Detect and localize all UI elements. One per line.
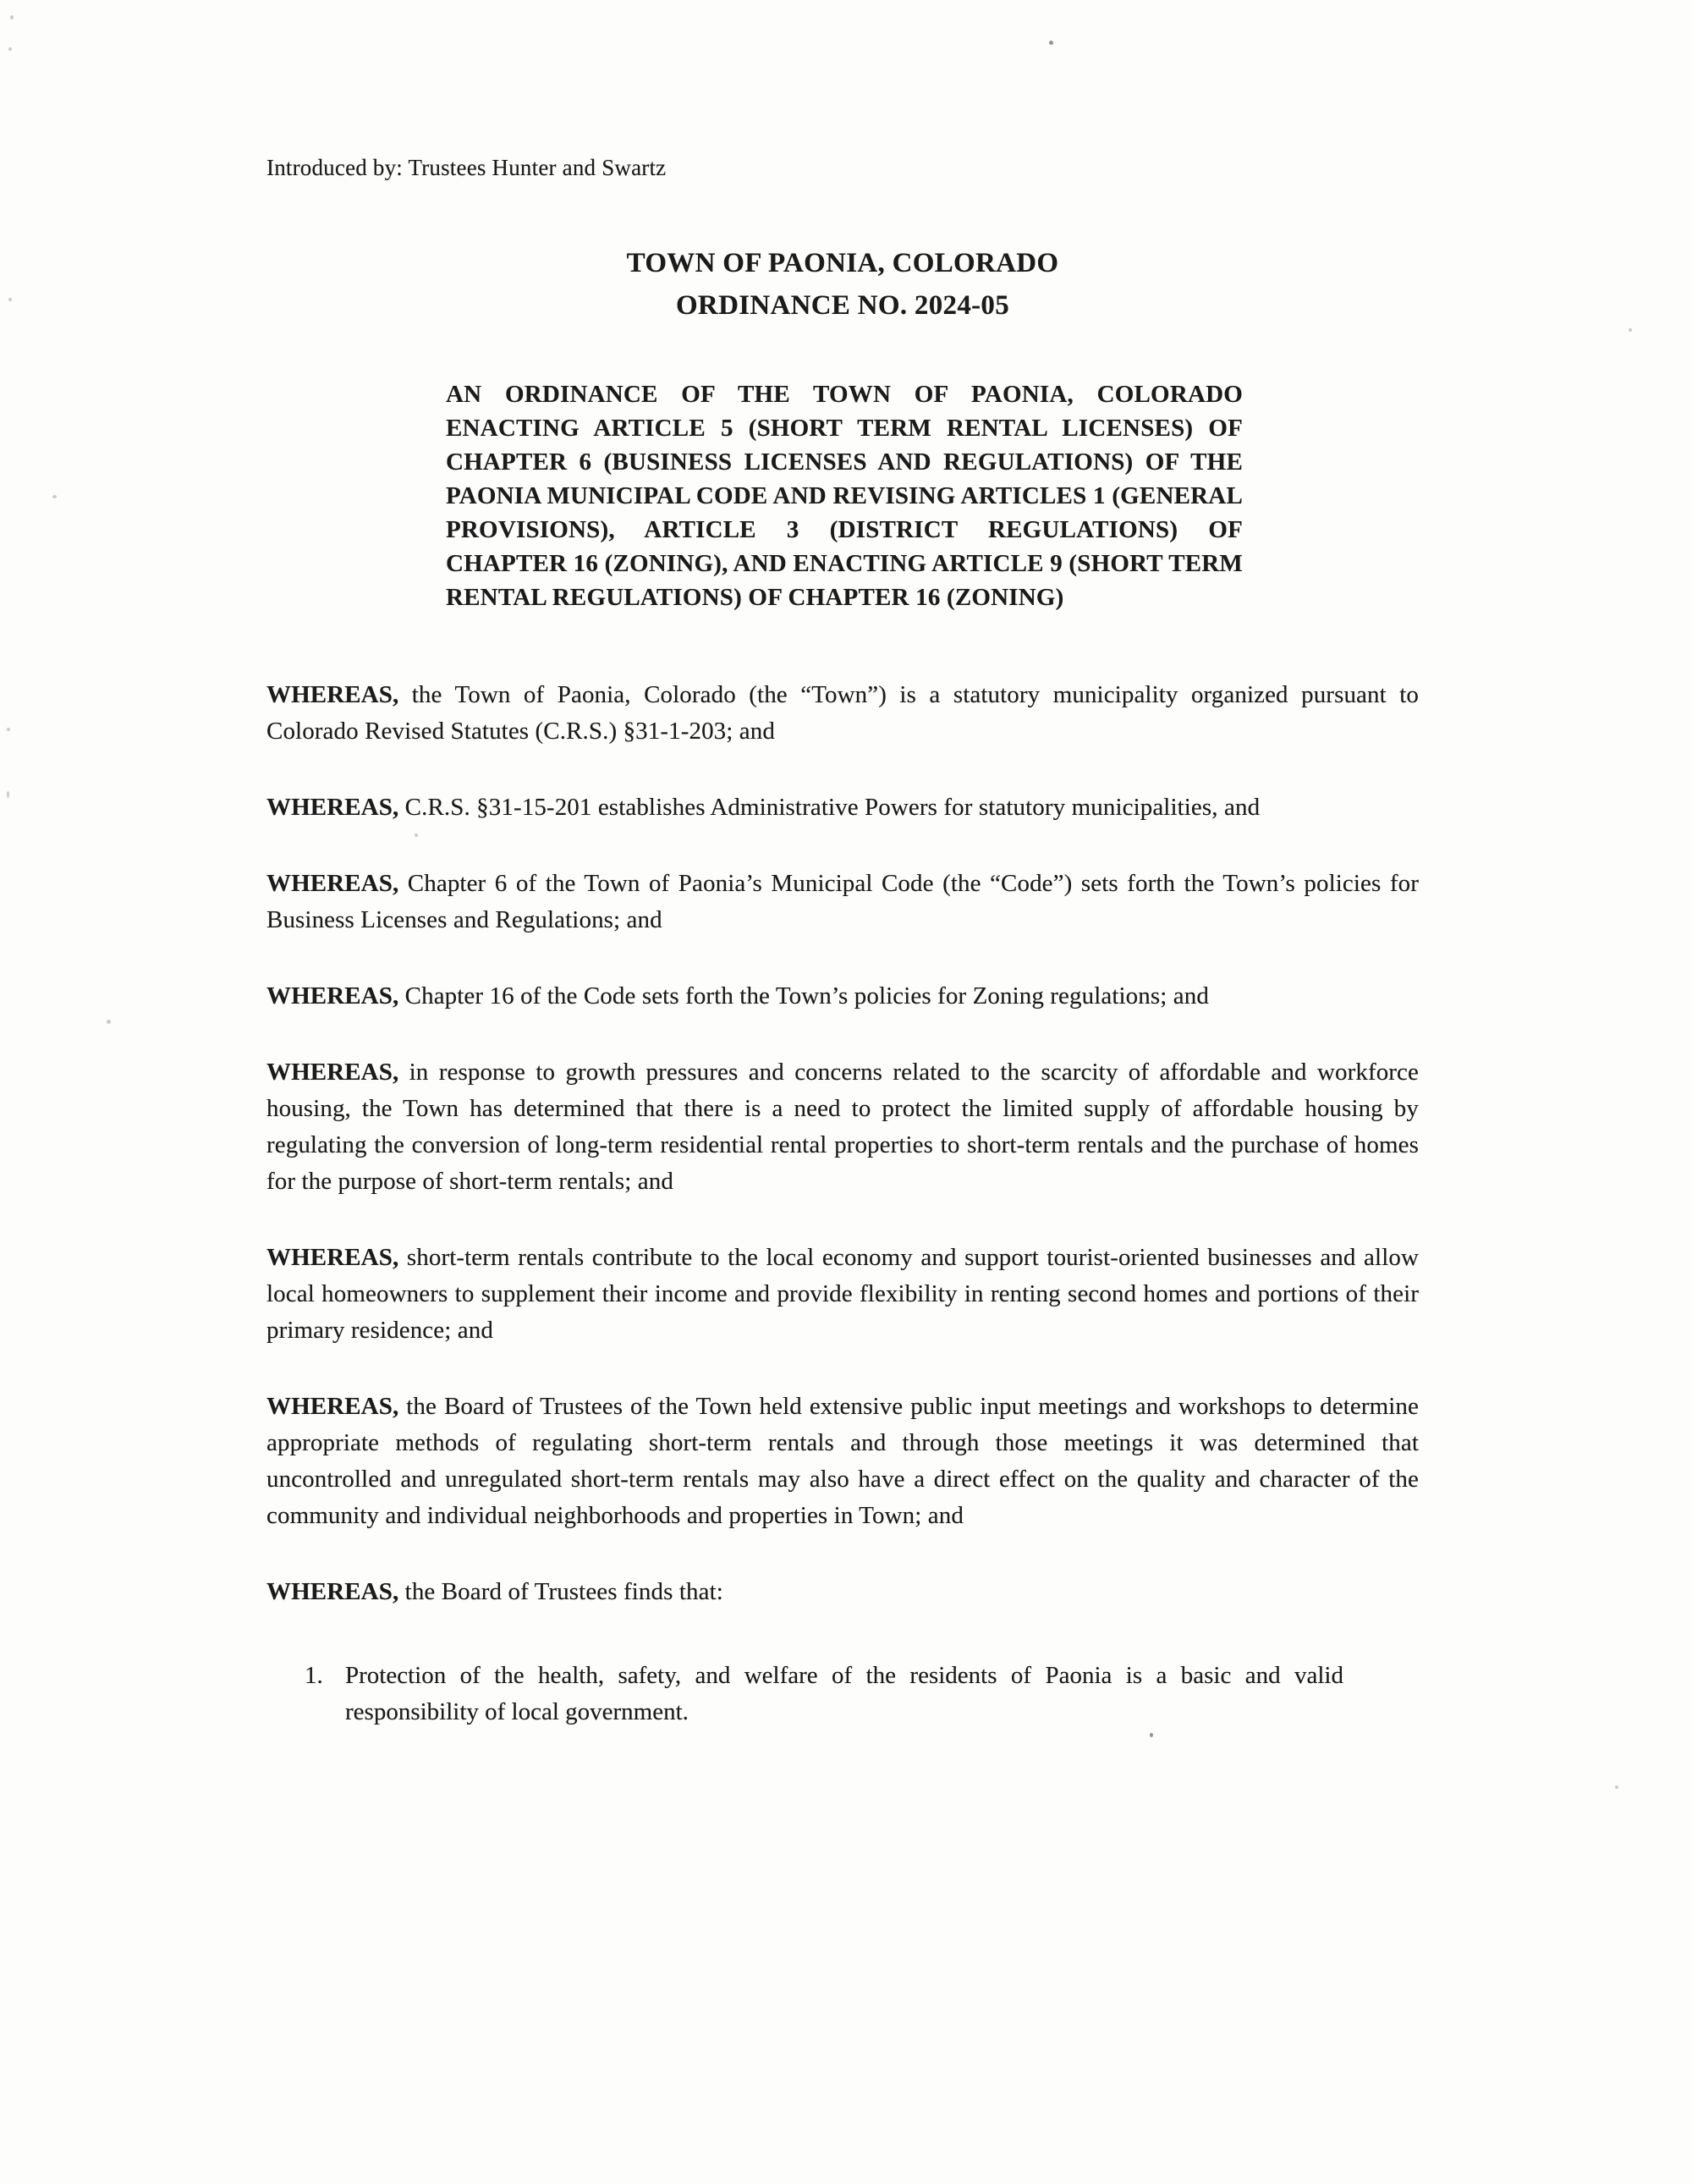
scan-speck <box>1150 1733 1153 1737</box>
scan-speck <box>1615 1785 1618 1789</box>
ordinance-summary: AN ORDINANCE OF THE TOWN OF PAONIA, COLORADO ENACTING ARTICLE 5 (SHORT TERM RENTAL LICENSES) OF CHAPTER 6 (BUSINESS LICENSES AND REGULATIONS) OF THE PAONIA MUNICIPAL CODE AND REVISING ARTICLES 1 (GENERAL PROVISIONS), ARTICLE 3 (DISTRICT REGULATIONS) OF CHAPTER 16 (ZONING), AND ENACTING ARTICLE 9 (SHORT TERM RENTAL REGULATIONS) OF CHAPTER 16 (ZONING) <box>446 381 1243 611</box>
whereas-lead: WHEREAS, <box>266 1244 399 1271</box>
whereas-lead: WHEREAS, <box>266 1578 399 1605</box>
whereas-lead: WHEREAS, <box>266 681 399 708</box>
whereas-paragraph-3 <box>266 866 1419 938</box>
title-line-1: TOWN OF PAONIA, COLORADO <box>626 248 1059 278</box>
whereas-paragraph-6 <box>266 1240 1419 1349</box>
whereas-lead: WHEREAS, <box>266 870 399 897</box>
whereas-text: short-term rentals contribute to the local economy and support tourist-oriented businesses and allow local homeowners to supplement their income and provide flexibility in renting second homes and portions of their primary residence; and <box>266 1244 1419 1344</box>
scan-speck <box>7 791 9 798</box>
scan-speck <box>10 15 14 19</box>
scan-speck <box>8 298 12 301</box>
scan-speck <box>7 728 10 731</box>
whereas-text: in response to growth pressures and concerns related to the scarcity of affordable and workforce housing, the Town has determined that there is a need to protect the limited supply of affordable housing by regulating the conversion of long-term residential rental properties to short-term rentals and the purchase of homes for the purpose of short-term rentals; and <box>266 1059 1419 1195</box>
scan-speck <box>8 47 12 51</box>
title-line-2: ORDINANCE NO. 2024-05 <box>675 290 1010 321</box>
finding-item-1 <box>266 1658 1419 1730</box>
whereas-text: the Board of Trustees of the Town held extensive public input meetings and workshops to determine appropriate methods of regulating short-term rentals and through those meetings it was determined that uncontrolled and unregulated short-term rentals may also have a direct effect on the quality and character of the community and individual neighborhoods and properties in Town; and <box>266 1393 1419 1529</box>
whereas-lead: WHEREAS, <box>266 1393 399 1420</box>
whereas-text: the Board of Trustees finds that: <box>398 1578 723 1605</box>
whereas-paragraph-2 <box>266 789 1419 826</box>
whereas-text: Chapter 6 of the Town of Paonia’s Municipal Code (the “Code”) sets forth the Town’s policies for Business Licenses and Regulations; and <box>266 870 1419 933</box>
whereas-text: C.R.S. §31-15-201 establishes Administrative Powers for statutory municipalities, and <box>398 794 1261 821</box>
whereas-lead: WHEREAS, <box>266 1059 399 1086</box>
document-title <box>266 242 1419 327</box>
whereas-paragraph-5 <box>266 1054 1419 1200</box>
whereas-paragraph-4 <box>266 978 1419 1015</box>
finding-number: 1. <box>305 1662 323 1689</box>
scan-speck <box>52 495 57 498</box>
whereas-paragraphs <box>266 677 1419 1610</box>
page-content <box>266 0 1419 1730</box>
whereas-paragraph-8 <box>266 1574 1419 1610</box>
whereas-text: the Town of Paonia, Colorado (the “Town”) is a statutory municipality organized pursuant to Colorado Revised Statutes (C.R.S.) §31-1-203; and <box>266 681 1419 745</box>
finding-text: Protection of the health, safety, and welfare of the residents of Paonia is a basic and valid responsibility of local government. <box>345 1662 1343 1725</box>
scan-speck <box>1629 328 1632 332</box>
whereas-paragraph-7 <box>266 1389 1419 1534</box>
introduced-by-line: Introduced by: Trustees Hunter and Swartz <box>266 155 667 180</box>
whereas-lead: WHEREAS, <box>266 794 399 821</box>
findings-list <box>266 1658 1419 1730</box>
whereas-lead: WHEREAS, <box>266 982 399 1009</box>
whereas-text: Chapter 16 of the Code sets forth the Town’s policies for Zoning regulations; and <box>398 982 1209 1009</box>
scan-speck <box>107 1020 111 1024</box>
whereas-paragraph-1 <box>266 677 1419 750</box>
